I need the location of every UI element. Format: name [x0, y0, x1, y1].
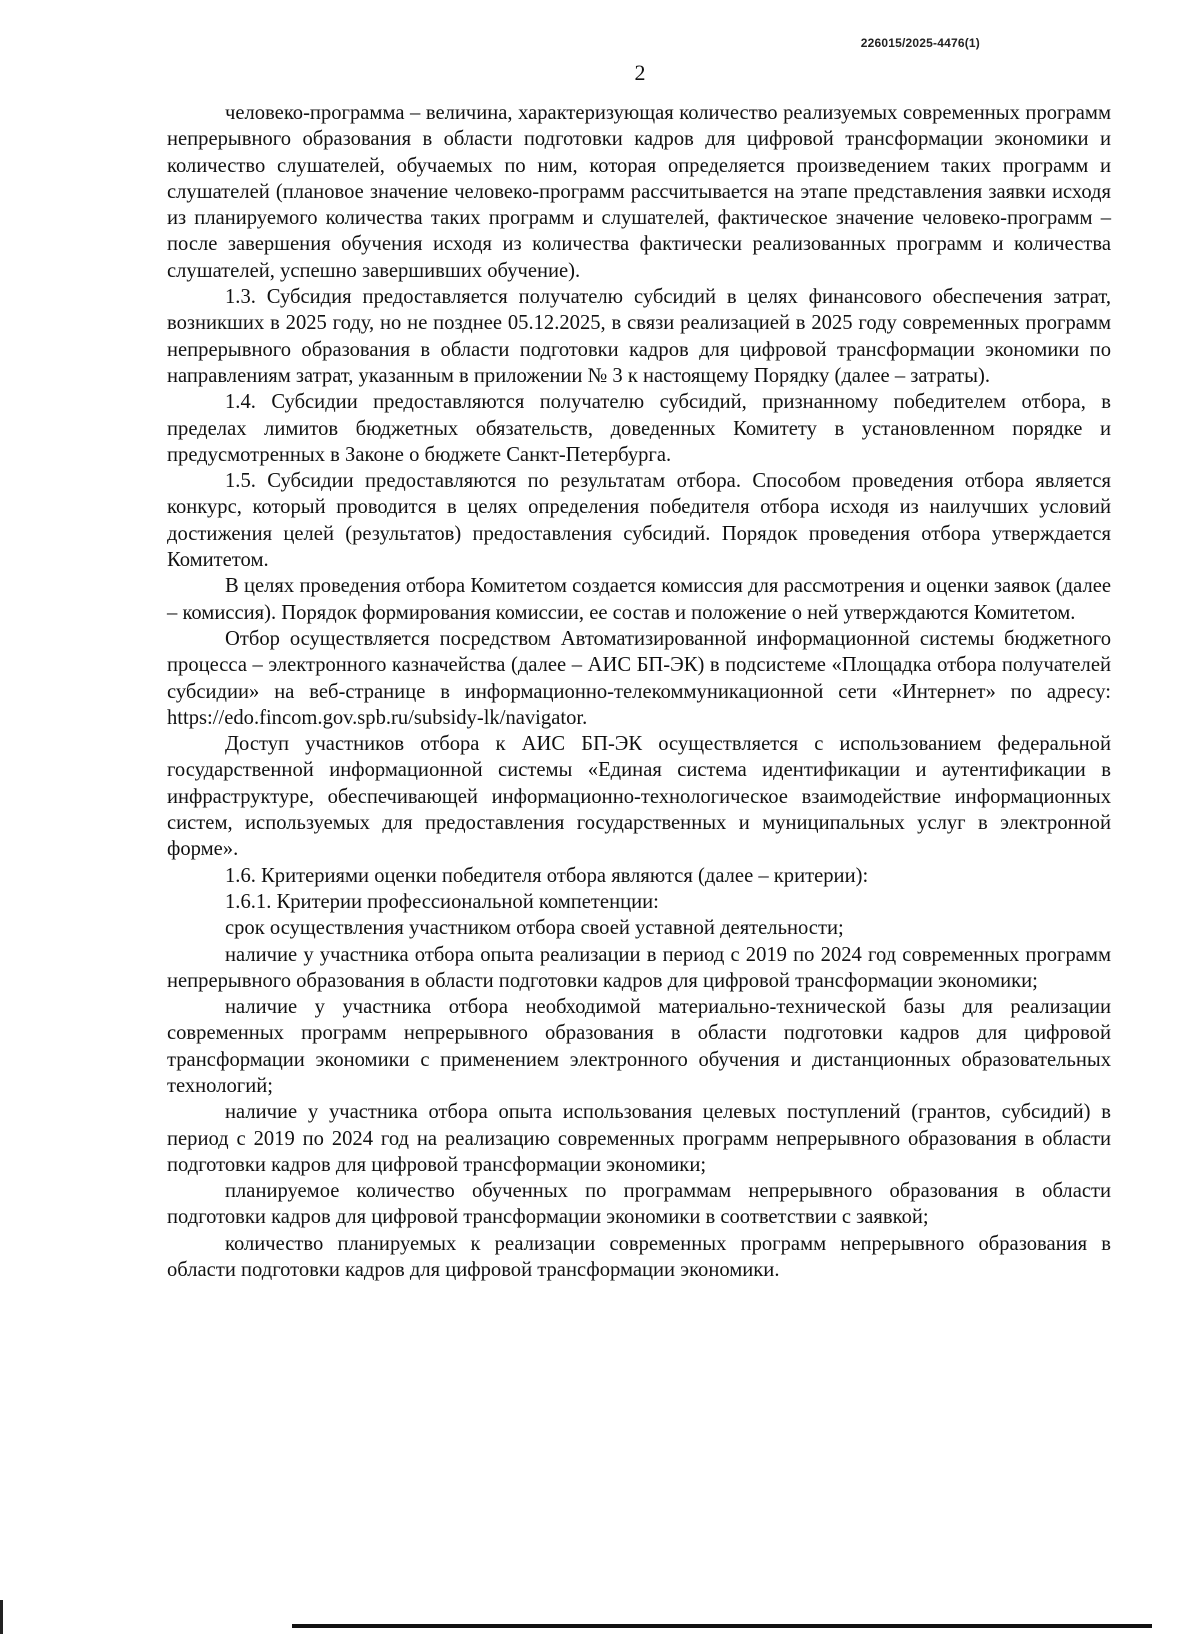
- page-number: 2: [634, 60, 646, 85]
- criterion-planned-programs: количество планируемых к реализации современных программ непрерывного образования в области подготовки кадров для цифровой трансформации экономики.: [167, 1232, 1111, 1282]
- criterion-grants-experience: наличие у участника отбора опыта использования целевых поступлений (грантов, субсидий) в период с 2019 по 2024 год на реализацию современных программ непрерывного образования в области подготовки кадров для цифровой трансформации экономики;: [167, 1101, 1111, 1176]
- criterion-material-base: наличие у участника отбора необходимой материально-технической базы для реализации современных программ непрерывного образования в области подготовки кадров для цифровой трансформации экономики с применением электронного обучения и дистанционных образовательных технологий;: [167, 996, 1111, 1097]
- paragraph-1-4: 1.4. Субсидии предоставляются получателю субсидий, признанному победителем отбора, в пределах лимитов бюджетных обязательств, доведенных Комитету в установленном порядке и предусмотренных в Законе о бюджете Санкт-Петербурга.: [167, 391, 1111, 466]
- criterion-term: срок осуществления участником отбора своей уставной деятельности;: [225, 917, 844, 940]
- paragraph-1-3: 1.3. Субсидия предоставляется получателю субсидий в целях финансового обеспечения затрат, возникших в 2025 году, но не позднее 05.12.2025, в связи реализацией в 2025 году современных программ непрерывного образования в области подготовки кадров для цифровой трансформации экономики по направлениям затрат, указанным в приложении № 3 к настоящему Порядку (далее – затраты).: [167, 286, 1111, 387]
- paragraph-definition: человеко-программа – величина, характеризующая количество реализуемых современных программ непрерывного образования в области подготовки кадров для цифровой трансформации экономики и количество слушателей, обучаемых по ним, которая определяется произведением таких программ и слушателей (плановое значение человеко-программ рассчитывается на этапе представления заявки исходя из планируемого количества таких программ и слушателей, фактическое значение человеко-программ – после завершения обучения исходя из количества фактически реализованных программ и количества слушателей, успешно завершивших обучение).: [167, 102, 1111, 282]
- criterion-experience: наличие у участника отбора опыта реализации в период с 2019 по 2024 год современных программ непрерывного образования в области подготовки кадров для цифровой трансформации экономики;: [167, 943, 1111, 992]
- paragraph-selection-system: Отбор осуществляется посредством Автоматизированной информационной системы бюджетного процесса – электронного казначейства (далее – АИС БП-ЭК) в подсистеме «Площадка отбора получателей субсидии» на веб-странице в информационно-телекоммуникационной сети «Интернет» по адресу: https://edo.fincom.gov.spb.ru/subsidy-lk/navigator.: [167, 627, 1111, 729]
- paragraph-1-6-1: 1.6.1. Критерии профессиональной компетенции:: [225, 890, 659, 913]
- bottom-rule: [292, 1624, 1152, 1628]
- document-body: [167, 100, 1111, 1283]
- paragraph-1-6: 1.6. Критериями оценки победителя отбора являются (далее – критерии):: [225, 864, 869, 887]
- paragraph-1-5: 1.5. Субсидии предоставляются по результатам отбора. Способом проведения отбора является конкурс, который проводится в целях определения победителя отбора исходя из наилучших условий достижения целей (результатов) предоставления субсидий. Порядок проведения отбора утверждается Комитетом.: [167, 470, 1111, 572]
- criterion-planned-trainees: планируемое количество обученных по программам непрерывного образования в области подготовки кадров для цифровой трансформации экономики в соответствии с заявкой;: [167, 1180, 1111, 1229]
- paragraph-commission: В целях проведения отбора Комитетом создается комиссия для рассмотрения и оценки заявок (далее – комиссия). Порядок формирования комиссии, ее состав и положение о ней утверждаются Комитетом.: [167, 575, 1111, 624]
- paragraph-access: Доступ участников отбора к АИС БП-ЭК осуществляется с использованием федеральной государственной информационной системы «Единая система идентификации и аутентификации в инфраструктуре, обеспечивающей информационно-технологическое взаимодействие информационных систем, используемых для предоставления государственных и муниципальных услуг в электронной форме».: [167, 733, 1111, 861]
- scan-edge-mark: [0, 1600, 3, 1634]
- document-id: 226015/2025-4476(1): [860, 36, 980, 50]
